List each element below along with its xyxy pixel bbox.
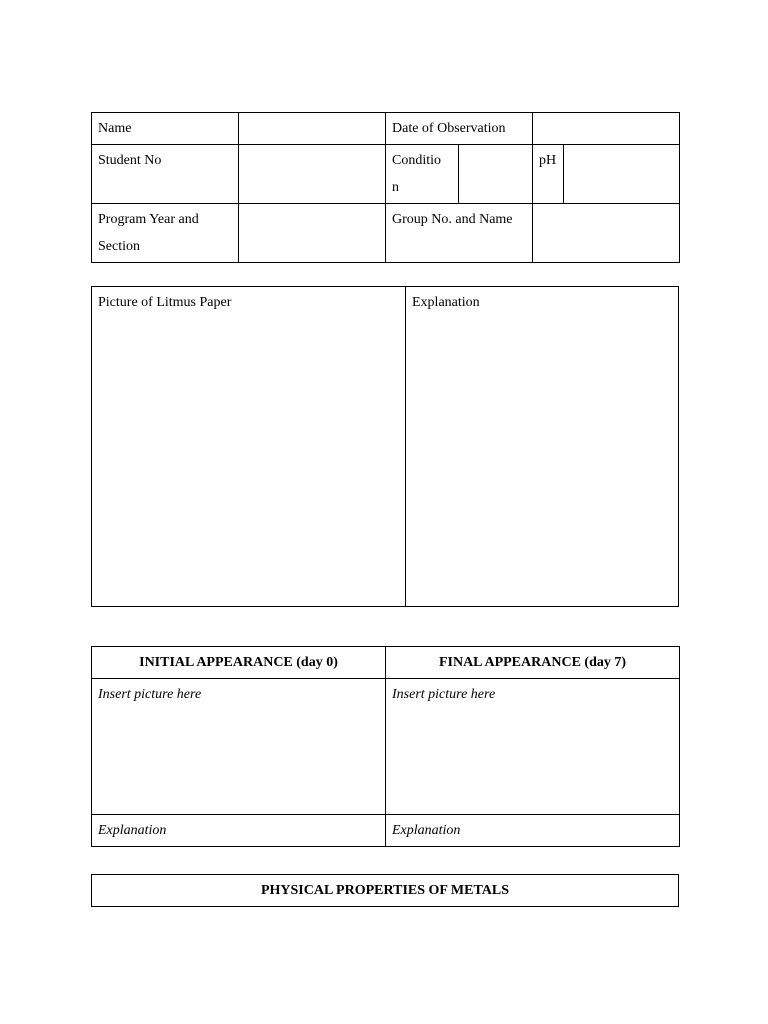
student-no-field[interactable] (239, 145, 386, 204)
final-picture-placeholder: Insert picture here (392, 687, 496, 702)
name-field[interactable] (239, 113, 386, 145)
litmus-explanation-cell[interactable] (406, 287, 679, 607)
condition-field[interactable] (459, 145, 533, 204)
student-info-table (91, 112, 680, 263)
group-no-name-field[interactable] (533, 204, 680, 263)
initial-picture-placeholder: Insert picture here (98, 687, 202, 702)
physical-properties-table (91, 874, 679, 907)
appearance-table (91, 646, 680, 847)
ph-label: pH (533, 145, 564, 204)
final-appearance-header: FINAL APPEARANCE (day 7) (386, 647, 680, 679)
program-year-section-field[interactable] (239, 204, 386, 263)
group-no-name-label: Group No. and Name (386, 204, 533, 263)
litmus-explanation-label: Explanation (412, 295, 480, 310)
date-of-observation-label: Date of Observation (386, 113, 533, 145)
initial-picture-cell[interactable] (92, 679, 386, 815)
litmus-picture-label: Picture of Litmus Paper (98, 295, 232, 310)
program-year-section-label: Program Year and Section (92, 204, 239, 263)
ph-field[interactable] (564, 145, 680, 204)
final-explanation-cell[interactable]: Explanation (386, 815, 680, 847)
initial-explanation-cell[interactable]: Explanation (92, 815, 386, 847)
litmus-picture-cell[interactable] (92, 287, 406, 607)
final-picture-cell[interactable] (386, 679, 680, 815)
condition-label: Conditio n (386, 145, 459, 204)
name-label: Name (92, 113, 239, 145)
litmus-paper-table (91, 286, 679, 607)
initial-appearance-header: INITIAL APPEARANCE (day 0) (92, 647, 386, 679)
student-no-label: Student No (92, 145, 239, 204)
physical-properties-title: PHYSICAL PROPERTIES OF METALS (92, 875, 679, 907)
date-of-observation-field[interactable] (533, 113, 680, 145)
